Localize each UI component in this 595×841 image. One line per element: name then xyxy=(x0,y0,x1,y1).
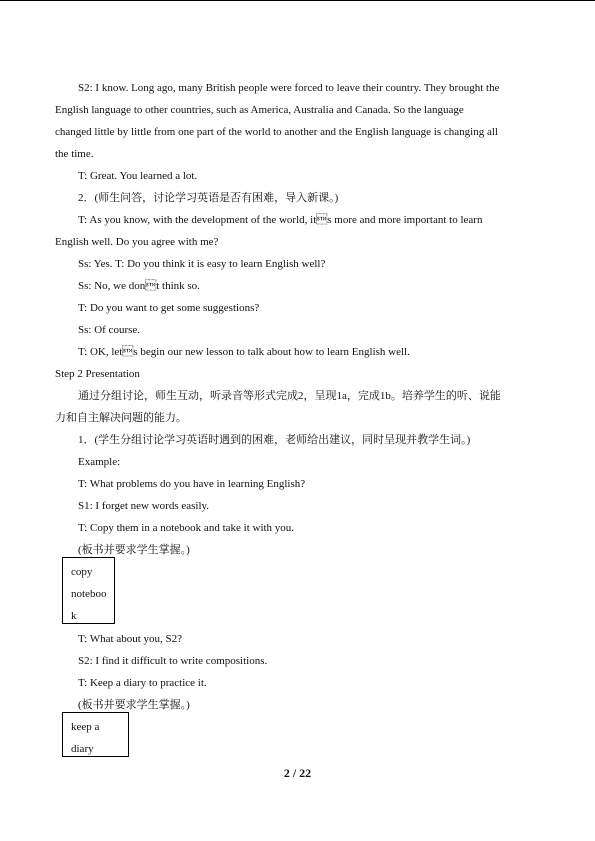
paragraph-line: T: Great. You learned a lot. xyxy=(78,170,198,182)
paragraph-line: 通过分组讨论，师生互动，听录音等形式完成2，呈现1a，完成1b。培养学生的听、说能 xyxy=(78,390,501,402)
paragraph-line: 2．(师生问答，讨论学习英语是否有困难，导入新课。) xyxy=(78,192,339,204)
paragraph-line: 1．(学生分组讨论学习英语时遇到的困难，老师给出建议，同时呈现并教学生词。) xyxy=(78,434,471,446)
paragraph-line: T: Keep a diary to practice it. xyxy=(78,677,207,689)
paragraph-line: S2: I know. Long ago, many British people were forced to leave their country. They brought the xyxy=(78,82,500,94)
page-number: 2 / 22 xyxy=(283,766,312,780)
paragraph-line: T: What about you, S2? xyxy=(78,633,183,645)
paragraph-line: Ss: Yes. T: Do you think it is easy to learn English well? xyxy=(78,258,326,270)
paragraph-line: T: What problems do you have in learning English? xyxy=(78,478,306,490)
paragraph-line: the time. xyxy=(55,148,94,160)
paragraph-line: Ss: Of course. xyxy=(78,324,141,336)
paragraph-line: T: OK, lets begin our new lesson to talk about how to learn English well. xyxy=(78,346,410,358)
paragraph-line: T: Copy them in a notebook and take it with you. xyxy=(78,522,295,534)
section-heading: Step 2 Presentation xyxy=(55,368,140,380)
paragraph-line: T: As you know, with the development of the world, its more and more important to learn xyxy=(78,214,483,226)
top-rule xyxy=(0,0,595,1)
vocab-word: k xyxy=(71,610,77,622)
vocab-box-1 xyxy=(62,557,115,624)
vocab-word: copy xyxy=(71,566,93,578)
vocab-box-2 xyxy=(62,712,129,757)
paragraph-line: S2: I find it difficult to write compositions. xyxy=(78,655,268,667)
paragraph-line: (板书并要求学生掌握。) xyxy=(78,544,190,556)
paragraph-line: T: Do you want to get some suggestions? xyxy=(78,302,260,314)
vocab-word: keep a xyxy=(71,721,100,733)
paragraph-line: S1: I forget new words easily. xyxy=(78,500,210,512)
paragraph-line: Example: xyxy=(78,456,121,468)
paragraph-line: English language to other countries, such as America, Australia and Canada. So the language xyxy=(55,104,464,116)
paragraph-line: (板书并要求学生掌握。) xyxy=(78,699,190,711)
paragraph-line: English well. Do you agree with me? xyxy=(55,236,219,248)
paragraph-line: Ss: No, we dont think so. xyxy=(78,280,200,292)
vocab-word: noteboo xyxy=(71,588,107,600)
paragraph-line: changed little by little from one part of the world to another and the English language is changing all xyxy=(55,126,498,138)
paragraph-line: 力和自主解决问题的能力。 xyxy=(55,412,187,424)
vocab-word: diary xyxy=(71,743,94,755)
